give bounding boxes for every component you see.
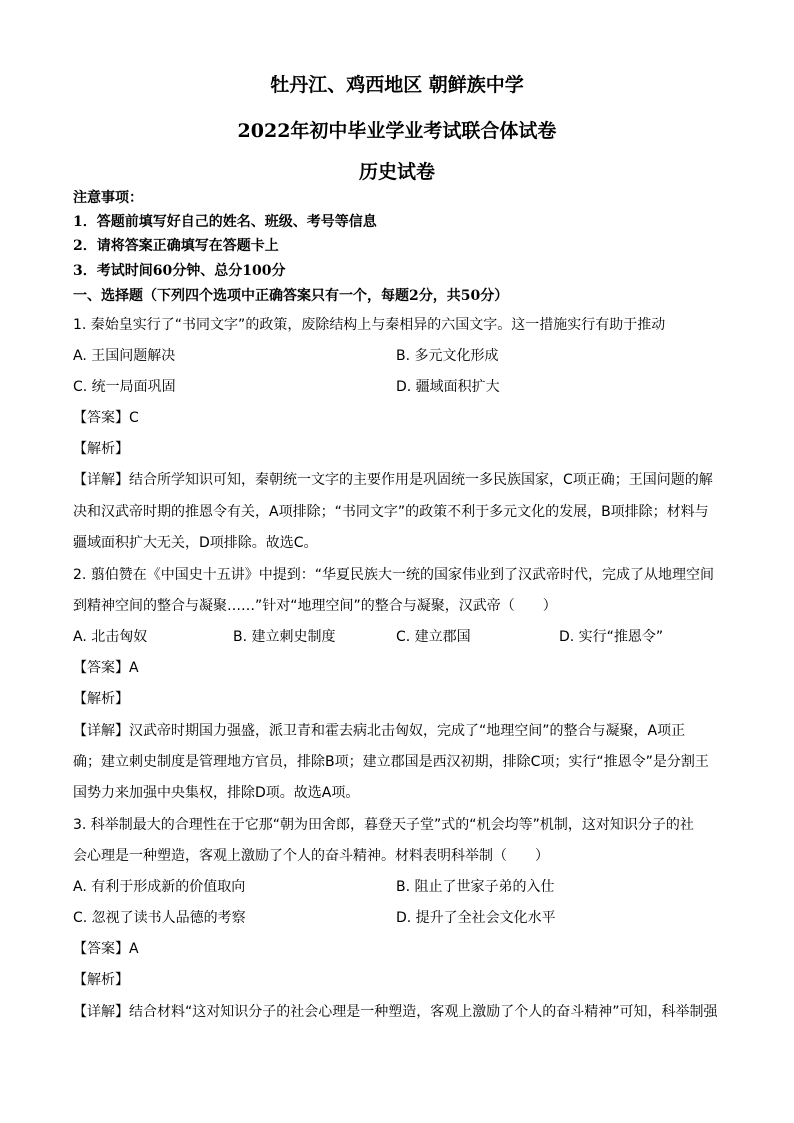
detail-line: 国势力来加强中央集权，排除D项。故选A项。 <box>73 785 360 801</box>
notice-title: 注意事项： <box>73 190 143 206</box>
option-c: C. 统一局面巩固 <box>73 379 176 395</box>
school-title: 牡丹江、鸡西地区 朝鲜族中学 <box>270 74 524 96</box>
answer-label: 【答案】C <box>73 410 139 426</box>
detail-line: 【详解】结合所学知识可知，秦朝统一文字的主要作用是巩固统一多民族国家，C项正确；王国问题的解 <box>73 472 713 488</box>
question-stem: 1. 秦始皇实行了“书同文字”的政策，废除结构上与秦相异的六国文字。这一措施实行有助于推动 <box>73 317 666 333</box>
detail-line: 【详解】汉武帝时期国力强盛，派卫青和霍去病北击匈奴，完成了“地理空间”的整合与凝聚，A项正 <box>73 723 686 739</box>
notice-item: 1．答题前填写好自己的姓名、班级、考号等信息 <box>73 214 377 230</box>
option-d: D. 疆域面积扩大 <box>396 379 500 395</box>
detail-line: 【详解】结合材料“这对知识分子的社会心理是一种塑造，客观上激励了个人的奋斗精神”可知，科举制强 <box>73 1004 718 1020</box>
option-c: C. 忽视了读书人品德的考察 <box>73 910 246 926</box>
analysis-label: 【解析】 <box>73 691 129 707</box>
detail-line: 确；建立刺史制度是管理地方官员，排除B项；建立郡国是西汉初期，排除C项；实行“推恩令”是分割王 <box>73 754 709 770</box>
question-stem: 到精神空间的整合与凝聚……”针对“地理空间”的整合与凝聚，汉武帝（ ） <box>73 598 557 614</box>
answer-label: 【答案】A <box>73 660 139 676</box>
option-c: C. 建立郡国 <box>396 629 471 645</box>
option-a: A. 北击匈奴 <box>73 629 148 645</box>
detail-line: 决和汉武帝时期的推恩令有关，A项排除；“书同文字”的政策不利于多元文化的发展，B项排除；材料与 <box>73 504 709 520</box>
subject-title: 历史试卷 <box>358 161 435 183</box>
option-b: B. 多元文化形成 <box>396 348 499 364</box>
option-b: B. 建立刺史制度 <box>233 629 336 645</box>
exam-title: 2022年初中毕业学业考试联合体试卷 <box>237 120 557 142</box>
analysis-label: 【解析】 <box>73 972 129 988</box>
answer-label: 【答案】A <box>73 941 139 957</box>
option-d: D. 提升了全社会文化水平 <box>396 910 556 926</box>
question-stem: 2. 翦伯赞在《中国史十五讲》中提到：“华夏民族大一统的国家伟业到了汉武帝时代，完成了从地理空间 <box>73 567 715 583</box>
option-d: D. 实行“推恩令” <box>559 629 664 645</box>
detail-line: 疆域面积扩大无关，D项排除。故选C。 <box>73 535 318 551</box>
notice-item: 3．考试时间60分钟、总分100分 <box>73 263 286 279</box>
option-a: A. 有利于形成新的价值取向 <box>73 879 246 895</box>
option-a: A. 王国问题解决 <box>73 348 176 364</box>
question-stem: 3. 科举制最大的合理性在于它那“朝为田舍郎，暮登天子堂”式的“机会均等”机制，这对知识分子的社 <box>73 817 694 833</box>
option-b: B. 阻止了世家子弟的入仕 <box>396 879 555 895</box>
notice-item: 2．请将答案正确填写在答题卡上 <box>73 238 279 254</box>
question-stem: 会心理是一种塑造，客观上激励了个人的奋斗精神。材料表明科举制（ ） <box>73 848 549 864</box>
analysis-label: 【解析】 <box>73 441 129 457</box>
section-heading: 一、选择题（下列四个选项中正确答案只有一个，每题2分，共50分） <box>73 288 509 304</box>
